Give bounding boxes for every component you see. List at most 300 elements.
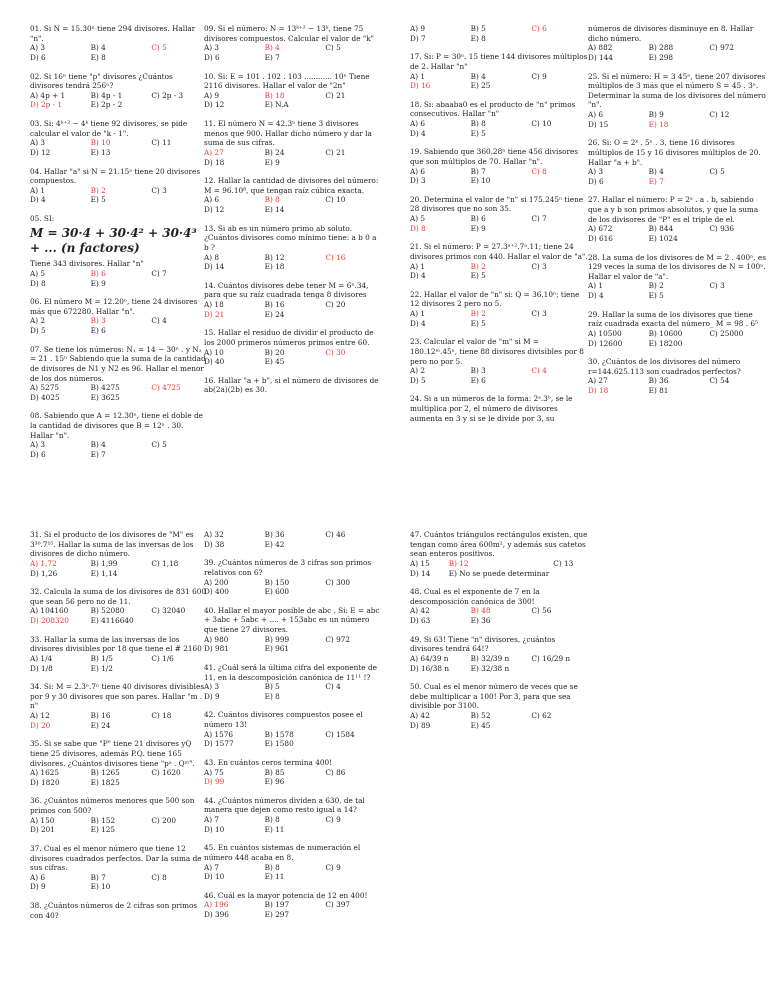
answer-options	[204, 253, 382, 272]
question-stem: 33. Hallar la suma de las inversas de los divisores divisibles por 18 que tiene el # 2160	[30, 634, 202, 654]
answer-option: D) 4	[588, 291, 604, 300]
answer-option: C) 46	[325, 530, 346, 539]
question-stem: 13. Si ab es un número primo ab soluto. ¿Cuántos divisores como mínimo tiene: a b 0 a b ?	[204, 223, 377, 252]
answer-option: A) 1	[410, 71, 426, 81]
answer-option: E) 45	[264, 357, 285, 367]
answer-option: D) 10	[204, 872, 225, 882]
question	[30, 411, 208, 459]
answer-option: D) 201	[30, 825, 55, 835]
question	[204, 891, 382, 920]
answer-option: C) 62	[531, 711, 552, 720]
answer-options	[204, 768, 382, 787]
question	[410, 337, 588, 385]
answer-option: C) 7	[151, 268, 167, 278]
column-4	[588, 24, 766, 405]
question	[410, 147, 588, 186]
answer-options	[204, 635, 382, 654]
question	[30, 635, 208, 674]
question	[410, 530, 588, 578]
answer-option: D) 14	[204, 262, 225, 272]
question	[410, 394, 588, 423]
answer-option: A) 3	[30, 43, 46, 53]
answer-option: A) 75	[204, 767, 224, 777]
answer-option: B) 1265	[90, 768, 120, 778]
answer-option: B) 85	[264, 767, 285, 777]
question-stem: 06. El número M = 12.20ⁿ, tiene 24 divisores más que 672280. Hallar "n".	[30, 297, 198, 316]
answer-option-marked: B) 2	[90, 185, 106, 195]
answer-options	[30, 873, 208, 892]
answer-option: C) 25000	[709, 328, 744, 338]
answer-option: E) 32/38 n	[470, 663, 510, 673]
answer-option: A) 9	[204, 90, 220, 100]
answer-option: C) 397	[325, 900, 351, 910]
question-stem: 16. Hallar "a + b", si el número de divisores de ab(2a)(2b) es 30.	[204, 375, 379, 395]
answer-option: C) 1,18	[151, 558, 179, 568]
answer-option: C) 2p - 3	[151, 90, 184, 100]
question-stem: 17. Si: P = 30ⁿ. 15 tiene 144 divisores múltiplos de 2. Hallar "n"	[410, 52, 588, 71]
answer-options	[410, 606, 588, 625]
answer-option: C) 4	[151, 316, 167, 326]
answer-option: C) 972	[325, 634, 351, 644]
answer-options	[588, 110, 766, 129]
answer-option: E) 298	[648, 52, 674, 62]
question-stem: 37. Cual es el menor número que tiene 12 divisores cuadrados perfectos. Dar la suma de sus cifras.	[30, 843, 202, 873]
question-stem: 03. Si: 4ᵏ⁺² − 4ᵏ tiene 92 divisores, se pide calcular el valor de "k - 1".	[30, 119, 188, 138]
question-stem: 19. Sabiendo que 360.28ⁿ tiene 456 divisores que son múltiplos de 70. Hallar "n".	[410, 147, 579, 166]
question-stem: 09. Si el número: N = 13ᵏ⁺² − 13ᵏ, tiene 75 divisores compuestos. Calcular el valor de "k"	[204, 24, 374, 43]
answer-options	[30, 186, 208, 205]
question-stem: 14. Cuántos divisores debe tener M = 6ⁿ.34, para que su raíz cuadrada tenga 8 divisores	[204, 280, 369, 300]
answer-options	[204, 815, 382, 834]
answer-option: C) 972	[709, 43, 735, 53]
answer-option-marked: D) 16	[410, 81, 431, 91]
answer-option: B) 5	[264, 682, 280, 692]
answer-option: E) 25	[470, 81, 491, 91]
answer-option: A) 4p + 1	[30, 90, 66, 100]
answer-option: D) 5	[410, 375, 426, 385]
question	[30, 844, 208, 892]
answer-option: A) 3	[30, 440, 46, 450]
answer-option-marked: D) 21	[204, 309, 225, 319]
answer-option: B) 4p - 1	[90, 90, 123, 100]
answer-options	[30, 383, 208, 402]
answer-options	[30, 43, 208, 62]
answer-option: D) 9	[204, 691, 220, 701]
answer-option: D) 4025	[30, 392, 60, 402]
question-stem: 44. ¿Cuántos números dividen a 630, de tal manera que dejen como resto igual a 14?	[204, 795, 365, 815]
question	[30, 739, 208, 787]
answer-option: E) 297	[264, 910, 290, 919]
answer-option-marked: B) 2	[470, 309, 486, 318]
answer-options	[30, 91, 208, 110]
answer-options	[30, 711, 208, 730]
question	[410, 587, 588, 626]
column-1	[30, 24, 208, 469]
question-stem: 29. Hallar la suma de los divisores que tiene raíz cuadrada exacta del número_ M = 98 . 6⁵	[588, 309, 758, 329]
answer-options	[30, 768, 208, 787]
answer-option-marked: D) 208320	[30, 616, 69, 625]
answer-option: E) 14	[264, 205, 285, 214]
answer-option: C) 56	[531, 606, 552, 616]
question	[30, 345, 208, 403]
question	[410, 100, 588, 139]
answer-option: A) 1625	[30, 768, 60, 778]
question	[410, 290, 588, 329]
answer-option: D) 5	[30, 326, 46, 336]
question-stem: 27. Hallar el número: P = 2ᵃ . a . b, sabiendo que a y b son primos absolutos, y que la suma de los divisores de "P" es el triple de el.	[588, 195, 759, 224]
question-stem: 45. En cuántos sistemas de numeración el número 448 acaba en 8.	[204, 843, 361, 862]
question-stem: 34. Si: M = 2.3ⁿ.7ⁿ tiene 40 divisores divisibles por 9 y 30 divisores que son pares. Hallar "m . n"	[30, 682, 205, 711]
answer-option-marked: D) 2p - 1	[30, 100, 63, 110]
answer-option: C) 9	[325, 815, 341, 824]
answer-option: D) 12	[30, 147, 51, 157]
answer-option-marked: C) 4725	[151, 383, 181, 393]
answer-options	[410, 167, 588, 186]
answer-option: D) 4	[410, 271, 426, 281]
question-stem: 43. En cuántos ceros termina 400!	[204, 757, 333, 767]
answer-option: D) 1577	[204, 739, 234, 749]
answer-option: E) 2p - 2	[90, 100, 123, 110]
answer-option: C) 9	[531, 71, 547, 81]
answer-option: A) 6	[204, 195, 220, 205]
answer-option: B) 999	[264, 634, 290, 644]
question	[410, 635, 588, 674]
answer-options	[204, 863, 382, 882]
answer-option: A) 12	[30, 711, 50, 720]
answer-option: A) 3	[204, 43, 220, 53]
answer-option: E) 5	[648, 291, 664, 300]
question	[410, 24, 588, 43]
answer-option: D) 1820	[30, 777, 60, 787]
question	[410, 195, 588, 234]
answer-option: A) 42	[410, 606, 430, 616]
answer-option: B) 9	[648, 110, 664, 119]
answer-option: B) 288	[648, 43, 674, 53]
answer-option: B) 4275	[90, 383, 120, 393]
answer-option-marked: D) 20	[30, 720, 51, 730]
answer-options	[588, 167, 766, 186]
answer-option: B) 1/5	[90, 653, 113, 663]
answer-options	[204, 148, 382, 167]
question	[30, 24, 208, 63]
answer-options	[410, 24, 588, 43]
answer-option: A) 8	[204, 252, 220, 262]
question-stem: 39. ¿Cuántos números de 3 cifras son primos relativos con 6?	[204, 558, 372, 577]
answer-option: D) 40	[204, 357, 225, 367]
answer-option: B) 7	[470, 166, 486, 176]
question	[588, 195, 766, 243]
answer-option: E) 4116640	[90, 616, 134, 625]
answer-option: C) 12	[709, 110, 730, 119]
question-stem: 07. Se tiene los números: N₁ = 14 − 30ⁿ . y N₂ = 21 . 15ⁿ Sabiendo que la suma de la cantidad de divisores de N1 y N2 es 96. Hallar el menor de los dos números.	[30, 344, 206, 383]
answer-option-marked: D) 8	[410, 223, 426, 233]
answer-option: B) 4	[470, 71, 486, 81]
answer-option: B) 5	[470, 24, 486, 33]
answer-options	[204, 348, 382, 367]
answer-option: D) 6	[30, 449, 46, 459]
answer-option: A) 18	[204, 300, 224, 309]
answer-option: A) 6	[30, 872, 46, 882]
answer-option-marked: C) 30	[325, 347, 346, 357]
answer-option: B) 24	[264, 147, 285, 157]
answer-option: D) 12600	[588, 338, 623, 348]
question-stem: 10. Si: E = 101 . 102 . 103 ............ 10ⁿ Tiene 2116 divisores. Hallar el valor de "2n"	[204, 71, 370, 91]
answer-option: E) 36	[470, 616, 491, 625]
answer-option-marked: C) 5	[151, 43, 167, 53]
answer-option: C) 11	[151, 138, 172, 148]
question-stem: 22. Hallar el valor de "n" si: Q = 36.10ⁿ; tiene 12 divisores 2 pero no 5.	[410, 289, 580, 309]
answer-option: B) 8	[470, 119, 486, 128]
answer-option: C) 18	[151, 711, 172, 720]
answer-option: C) 21	[325, 90, 346, 100]
question-stem: 32. Calcula la suma de los divisores de 831 600 que sean 56 pero no de 11.	[30, 587, 207, 606]
question-stem: 42. Cuántos divisores compuestos posee el número 13!	[204, 710, 363, 729]
question	[588, 72, 766, 130]
answer-option: D) 6	[30, 52, 46, 62]
answer-option: B) 32/39 n	[470, 653, 510, 663]
answer-option-marked: B) 48	[470, 606, 491, 616]
question	[204, 606, 382, 654]
answer-option: E) 18200	[648, 338, 683, 348]
question	[30, 119, 208, 158]
answer-option-marked: C) 6	[531, 24, 547, 33]
answer-options	[30, 816, 208, 835]
answer-option: D) 9	[30, 882, 46, 892]
answer-option-marked: B) 4	[264, 43, 280, 53]
answer-option: D) 4	[410, 128, 426, 138]
answer-option: C) 7	[531, 214, 547, 223]
answer-option: E) 42	[264, 539, 285, 549]
answer-option: C) 3	[709, 281, 725, 291]
answer-option: A) 6	[410, 166, 426, 176]
answer-option: C) 10	[531, 119, 552, 128]
answer-options	[410, 119, 588, 138]
answer-option: A) 5	[410, 214, 426, 223]
answer-option: B) 152	[90, 815, 116, 825]
answer-option: A) 1	[30, 185, 46, 195]
answer-option: C) 5	[325, 43, 341, 53]
answer-option: D) 8	[30, 278, 46, 288]
answer-option: E) 1,14	[90, 568, 118, 578]
question	[204, 119, 382, 167]
answer-option: E) 3625	[90, 392, 120, 402]
answer-option: D) 38	[204, 539, 225, 549]
answer-option-marked: A) 27	[204, 147, 224, 157]
question-stem: 47. Cuántos triángulos rectángulos existen, que tengan como área 600m², y además sus catetos sean enteros positivos.	[410, 530, 588, 559]
answer-option: C) 13	[553, 558, 574, 568]
question	[588, 310, 766, 349]
answer-option: D) 18	[204, 157, 225, 167]
answer-option: C) 21	[325, 147, 346, 157]
answer-option: E) 24	[90, 720, 111, 730]
answer-option: A) 882	[588, 43, 613, 53]
question-stem: números de divisores disminuye en 8. Hallar dicho número.	[588, 24, 754, 43]
answer-option: A) 42	[410, 711, 430, 720]
answer-option: D) 12	[204, 205, 225, 214]
question	[30, 167, 208, 206]
question-stem: 31. Si el producto de los divisores de "M" es 3³⁰.7¹⁵. Hallar la suma de las inversas de los divisores de dicho número.	[30, 530, 194, 559]
answer-option: A) 1	[588, 281, 604, 291]
answer-option: E) 10	[470, 176, 491, 186]
question	[30, 214, 208, 288]
answer-option: E) 10	[90, 882, 111, 892]
answer-option: D) 616	[588, 233, 613, 243]
answer-option: D) 4	[30, 195, 46, 205]
answer-option: E) 7	[264, 52, 280, 62]
answer-option: E) 45	[470, 720, 491, 730]
answer-option: B) 6	[470, 214, 486, 223]
answer-option: B) 36	[264, 530, 285, 539]
answer-option: D) 12	[204, 100, 225, 110]
answer-option: C) 3	[531, 309, 547, 318]
question	[204, 328, 382, 367]
answer-option: E) 600	[264, 587, 290, 597]
answer-option: A) 10	[204, 347, 224, 357]
question	[204, 176, 382, 215]
question	[204, 281, 382, 320]
answer-option: A) 9	[410, 24, 426, 33]
question	[588, 357, 766, 396]
answer-option: D) 400	[204, 587, 229, 597]
answer-option: E) 13	[90, 147, 111, 157]
answer-option: C) 54	[709, 376, 730, 386]
answer-option: D) 10	[204, 824, 225, 834]
question	[30, 72, 208, 111]
column-5	[30, 530, 208, 929]
answer-option: D) 1,26	[30, 568, 58, 578]
column-3	[410, 24, 588, 432]
answer-option: C) 200	[151, 815, 177, 825]
question-stem: 05. SI:	[30, 214, 55, 223]
answer-option: B) 4	[90, 43, 106, 53]
answer-option: E) 11	[264, 824, 285, 834]
answer-option: B) 12	[264, 252, 285, 262]
answer-options	[410, 366, 588, 385]
answer-option: E) 6	[90, 326, 106, 336]
answer-option: B) 52	[470, 711, 491, 720]
answer-option: E) 7	[90, 449, 106, 459]
answer-option: D) 16/38 n	[410, 663, 450, 673]
question-stem: 01. Si N = 15.30ⁿ tiene 294 divisores. Hallar "n".	[30, 24, 196, 43]
question	[30, 297, 208, 336]
answer-option: C) 86	[325, 767, 346, 777]
answer-option: C) 5	[709, 167, 725, 177]
question-stem: 11. El número N = 42.3ⁿ tiene 3 divisores menos que 900. Hallar dicho número y dar la suma de sus cifras.	[204, 119, 372, 148]
answer-option: D) 4	[410, 318, 426, 328]
question	[204, 663, 382, 702]
answer-option: A) 1	[410, 309, 426, 318]
answer-options	[30, 316, 208, 335]
answer-option: B) 4	[648, 167, 664, 177]
answer-option: E) 8	[470, 33, 486, 43]
question-stem: 24. Si a un números de la forma: 2ᵃ.3ᵇ, se le multiplica por 2, el número de divisores aumenta en 3 y si se le divide por 3, su	[410, 394, 573, 423]
answer-option: C) 3	[531, 261, 547, 271]
question-stem: 35. Si se sabe que "P" tiene 21 divisores yQ tiene 25 divisores, además P.Q. tiene 165 divisores. ¿Cuántos divisores tiene "pᵃ . Qᵐ".	[30, 739, 195, 768]
answer-options	[204, 43, 382, 62]
question-stem: 38. ¿Cuántos números de 2 cifras son primos con 40?	[30, 901, 198, 920]
answer-option: D) 89	[410, 720, 431, 730]
answer-option: E) 5	[470, 318, 486, 328]
answer-option: C) 3	[151, 185, 167, 195]
answer-option: B) 10600	[648, 328, 683, 338]
answer-option: C) 32040	[151, 606, 186, 616]
answer-option-marked: B) 12	[448, 558, 469, 568]
question	[204, 558, 382, 597]
answer-options	[410, 309, 588, 328]
answer-option-marked: B) 10	[90, 138, 111, 148]
answer-option: B) 1,99	[90, 558, 118, 568]
answer-option: E) 1580	[264, 739, 294, 749]
answer-option: B) 8	[264, 815, 280, 824]
answer-option-marked: B) 18	[264, 90, 285, 100]
question-stem: 12. Hallar la cantidad de divisores del número: M = 96.10⁸, que tengan raíz cúbica exacta.	[204, 176, 379, 195]
answer-option-marked: B) 6	[90, 268, 106, 278]
answer-option: E) 961	[264, 644, 290, 654]
question	[30, 796, 208, 835]
answer-options	[204, 300, 382, 319]
question-stem: 28. La suma de los divisores de M = 2 . 400ⁿ, es 129 veces la suma de los divisores de N = 100ⁿ. Hallar el valor de "a".	[588, 252, 766, 281]
answer-option: C) 9	[325, 862, 341, 872]
answer-option: A) 2	[30, 316, 46, 326]
answer-option-marked: C) 8	[531, 166, 547, 176]
answer-option: A) 6	[588, 110, 604, 119]
question-stem: 23. Calcular el valor de "m" si M = 180.12ᵐ.45ⁿ, tiene 88 divisores divisibles por 8 pero no por 5.	[410, 337, 584, 366]
answer-options	[204, 900, 382, 919]
answer-option: E) 24	[264, 309, 285, 319]
question	[30, 901, 208, 920]
answer-option: E) 6	[470, 375, 486, 385]
column-2	[204, 24, 382, 404]
answer-option: B) 7	[90, 872, 106, 882]
answer-option: E) 18	[264, 262, 285, 272]
question	[204, 530, 382, 549]
answer-options	[588, 224, 766, 243]
answer-options	[204, 530, 382, 549]
answer-option-marked: D) 18	[588, 386, 609, 395]
answer-options	[204, 730, 382, 749]
question-stem: 46. Cuál es la mayor potencia de 12 en 400!	[204, 890, 368, 900]
answer-option: B) 20	[264, 347, 285, 357]
answer-option: A) 32	[204, 530, 224, 539]
answer-option: A) 2	[410, 366, 426, 376]
question	[410, 682, 588, 730]
answer-option: A) 3	[204, 682, 220, 692]
answer-option: E) 96	[264, 777, 285, 787]
answer-option: B) 197	[264, 900, 290, 910]
answer-options	[410, 711, 588, 730]
answer-option: B) 4	[90, 440, 106, 450]
answer-option: E) 1825	[90, 777, 120, 787]
answer-options	[30, 138, 208, 157]
answer-option: D) 7	[410, 33, 426, 43]
answer-option-marked: B) 8	[264, 195, 280, 205]
question	[30, 530, 208, 578]
answer-option: D) 144	[588, 52, 613, 62]
question	[588, 253, 766, 301]
question-stem: 48. Cual es el exponente de 7 en la descomposición canónica de 300!	[410, 587, 540, 606]
answer-option: C) 20	[325, 300, 346, 309]
question	[204, 72, 382, 111]
answer-option: A) 672	[588, 224, 613, 234]
question	[204, 710, 382, 749]
answer-option: A) 1/4	[30, 653, 53, 663]
question-stem: 15. Hallar el residuo de dividir el producto de los 2000 primeros números primos entre 60.	[204, 328, 374, 347]
column-6	[204, 530, 382, 929]
answer-option: D) 1/8	[30, 663, 53, 673]
answer-option: B) 844	[648, 224, 674, 234]
question-stem: 50. Cual es el menor número de veces que se debe multiplicar a 100! Por 3, para que sea divisible por 3100.	[410, 682, 578, 711]
question-stem: 41. ¿Cuál será la última cifra del exponente de 11, en la descomposición canónica de 11¹¹ !?	[204, 662, 377, 682]
